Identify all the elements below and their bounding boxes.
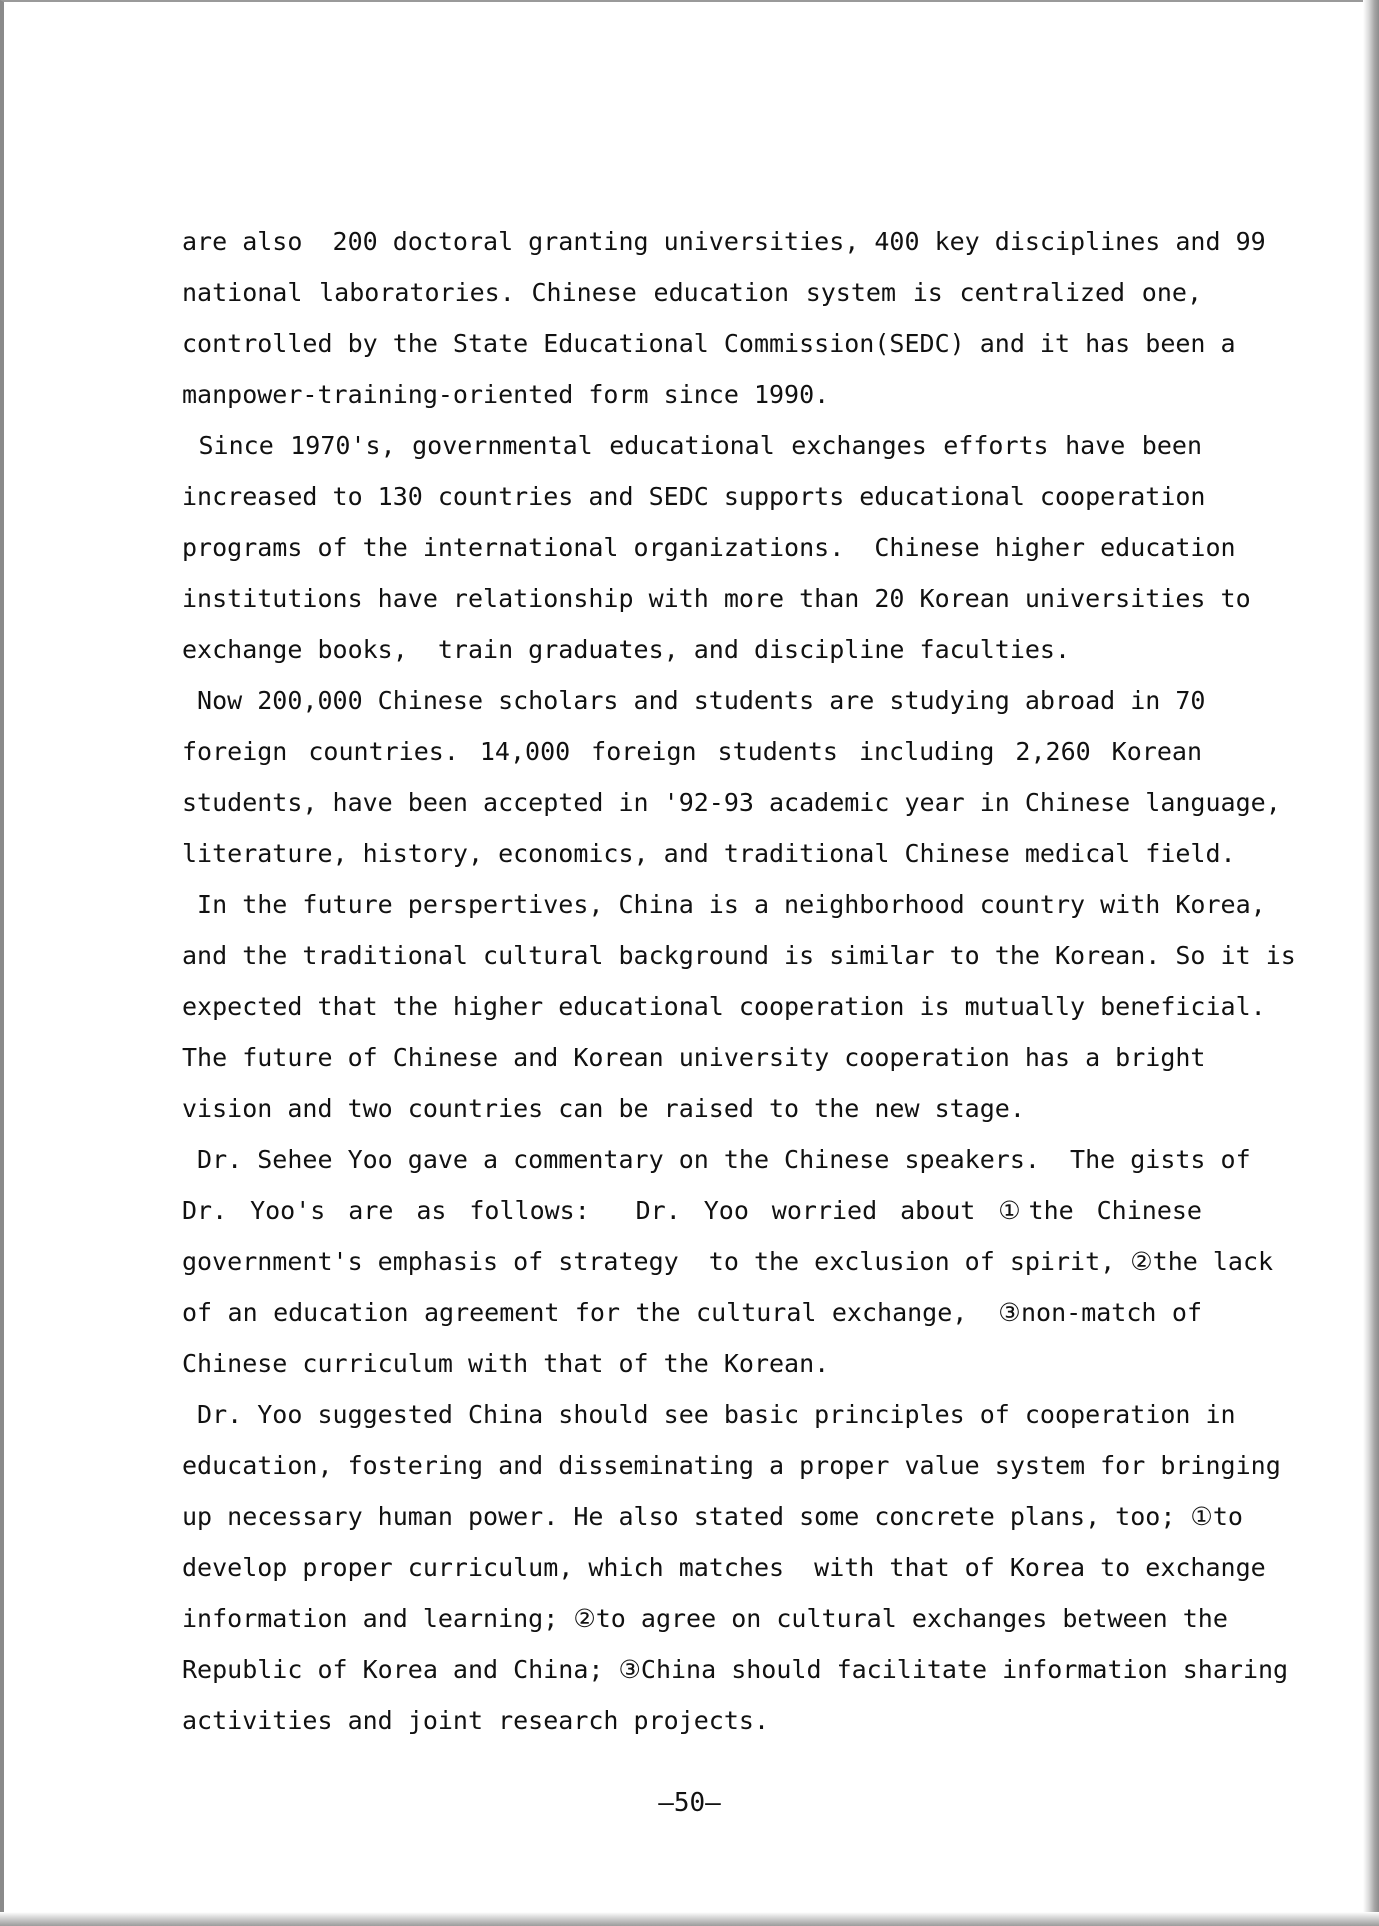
text-line: information and learning; ②to agree on cultural exchanges between the <box>182 1604 1228 1633</box>
text-line: Dr. Sehee Yoo gave a commentary on the Chinese speakers. The gists of <box>182 1145 1251 1174</box>
text-line: government's emphasis of strategy to the exclusion of spirit, ②the lack <box>182 1247 1274 1276</box>
text-line: education, fostering and disseminating a proper value system for bringing <box>182 1451 1281 1480</box>
text-line: The future of Chinese and Korean university cooperation has a bright <box>182 1043 1206 1072</box>
page-shadow-bottom <box>0 1912 1379 1926</box>
text-line: Chinese curriculum with that of the Korean. <box>182 1349 830 1378</box>
text-line: foreign countries. 14,000 foreign students including 2,260 Korean <box>182 737 1202 766</box>
text-line: Now 200,000 Chinese scholars and students are studying abroad in 70 <box>182 686 1206 715</box>
text-line: develop proper curriculum, which matches with that of Korea to exchange <box>182 1553 1266 1582</box>
text-line: increased to 130 countries and SEDC supports educational cooperation <box>182 482 1206 511</box>
text-line: controlled by the State Educational Commission(SEDC) and it has been a <box>182 329 1236 358</box>
text-line: up necessary human power. He also stated some concrete plans, too; ①to <box>182 1502 1243 1531</box>
text-line: In the future perspertives, China is a neighborhood country with Korea, <box>182 890 1266 919</box>
page-shadow-right <box>1363 0 1379 1926</box>
text-line: Dr. Yoo suggested China should see basic principles of cooperation in <box>182 1400 1236 1429</box>
text-line: expected that the higher educational cooperation is mutually beneficial. <box>182 992 1266 1021</box>
body-text <box>182 216 1296 1746</box>
text-line: vision and two countries can be raised to the new stage. <box>182 1094 1025 1123</box>
text-line: national laboratories. Chinese education system is centralized one, <box>182 278 1202 307</box>
text-line: institutions have relationship with more than 20 Korean universities to <box>182 584 1251 613</box>
text-line: literature, history, economics, and traditional Chinese medical field. <box>182 839 1236 868</box>
text-line: Since 1970's, governmental educational exchanges efforts have been <box>182 431 1202 460</box>
text-line: activities and joint research projects. <box>182 1706 769 1735</box>
page-number: —50— <box>658 1788 721 1818</box>
text-line: exchange books, train graduates, and discipline faculties. <box>182 635 1071 664</box>
text-line: are also 200 doctoral granting universities, 400 key disciplines and 99 <box>182 227 1266 256</box>
text-line: Republic of Korea and China; ③China should facilitate information sharing <box>182 1655 1289 1684</box>
text-line: Dr. Yoo's are as follows: Dr. Yoo worried about ①the Chinese <box>182 1196 1202 1225</box>
text-line: students, have been accepted in '92-93 academic year in Chinese language, <box>182 788 1281 817</box>
text-line: of an education agreement for the cultural exchange, ③non-match of <box>182 1298 1202 1327</box>
text-line: manpower-training-oriented form since 1990. <box>182 380 830 409</box>
text-line: and the traditional cultural background is similar to the Korean. So it is <box>182 941 1296 970</box>
text-line: programs of the international organizations. Chinese higher education <box>182 533 1236 562</box>
